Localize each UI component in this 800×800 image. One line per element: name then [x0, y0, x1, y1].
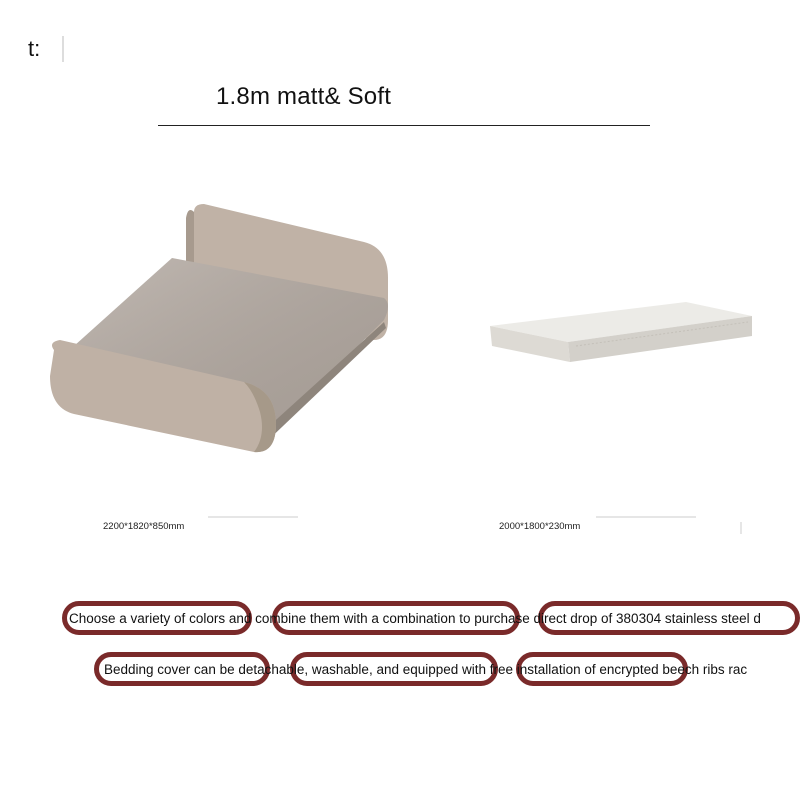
- faint-line: [740, 522, 742, 534]
- product-dimensions-mattress: 2000*1800*230mm: [499, 521, 581, 532]
- faint-line: [596, 516, 696, 518]
- corner-divider: [62, 36, 64, 62]
- feature-text-1: Choose a variety of colors and combine them with a combination to purchase direct drop of 380304 stainless steel d: [69, 611, 761, 626]
- mattress-icon: [486, 298, 756, 388]
- faint-line: [208, 516, 298, 518]
- sofa-bed-icon: [44, 200, 394, 460]
- title-underline: [158, 125, 650, 126]
- page-title: 1.8m matt& Soft: [216, 83, 392, 110]
- product-dimensions-bed: 2200*1820*850mm: [103, 521, 185, 532]
- corner-label: t:: [28, 36, 41, 61]
- feature-text-2: Bedding cover can be detachable, washable, and equipped with free installation of encrypted beech ribs rac: [104, 662, 748, 677]
